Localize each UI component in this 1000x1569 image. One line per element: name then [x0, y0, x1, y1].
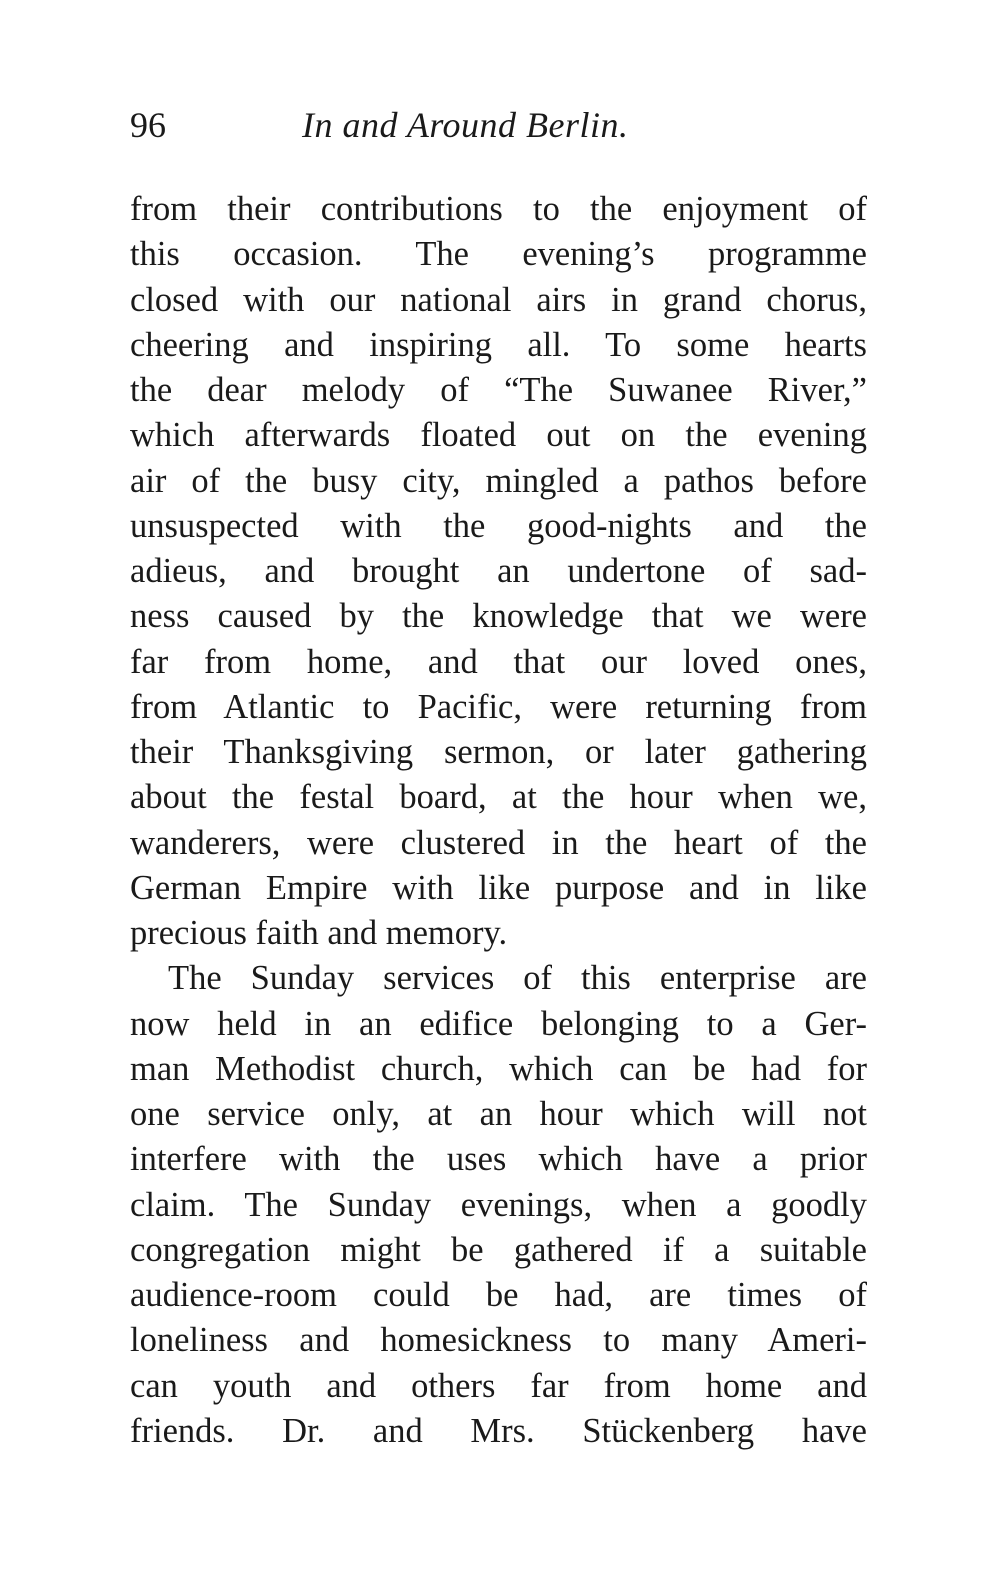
text-line: man Methodist church, which can be had for — [130, 1049, 867, 1088]
running-head — [130, 100, 870, 150]
text-line: congregation might be gathered if a suitable — [130, 1230, 867, 1269]
text-line: precious faith and memory. — [130, 914, 508, 952]
paragraph — [130, 187, 867, 956]
text-line: claim. The Sunday evenings, when a goodly — [130, 1185, 867, 1224]
text-line: from Atlantic to Pacific, were returning from — [130, 687, 867, 726]
text-line: adieus, and brought an undertone of sad- — [130, 552, 867, 590]
text-line: far from home, and that our loved ones, — [130, 642, 867, 681]
text-line: closed with our national airs in grand chorus, — [130, 280, 867, 319]
paragraph — [130, 956, 867, 1454]
text-line: this occasion. The evening’s programme — [130, 235, 867, 274]
text-line: ness caused by the knowledge that we were — [130, 597, 867, 636]
text-line: one service only, at an hour which will not — [130, 1095, 867, 1133]
running-title: In and Around Berlin. — [302, 105, 629, 145]
text-line: their Thanksgiving sermon, or later gathering — [130, 733, 867, 771]
body-text — [130, 187, 867, 1454]
text-line: loneliness and homesickness to many Ameri- — [130, 1321, 867, 1360]
text-line: wanderers, were clustered in the heart of the — [130, 823, 867, 862]
text-line: friends. Dr. and Mrs. Stückenberg have — [130, 1411, 867, 1450]
text-line: from their contributions to the enjoyment of — [130, 190, 867, 228]
page-number: 96 — [130, 105, 166, 145]
text-line: can youth and others far from home and — [130, 1366, 867, 1405]
text-line: which afterwards floated out on the evening — [130, 416, 867, 455]
text-line: the dear melody of “The Suwanee River,” — [130, 371, 867, 409]
text-line: interfere with the uses which have a prior — [130, 1140, 867, 1179]
text-line: now held in an edifice belonging to a Ger- — [130, 1004, 867, 1043]
text-line: German Empire with like purpose and in like — [130, 868, 867, 907]
text-line: cheering and inspiring all. To some hearts — [130, 325, 867, 364]
text-line: air of the busy city, mingled a pathos before — [130, 461, 867, 500]
text-line: unsuspected with the good-nights and the — [130, 506, 867, 545]
text-line: about the festal board, at the hour when we, — [130, 778, 867, 817]
text-line: audience-room could be had, are times of — [130, 1276, 867, 1314]
text-line: The Sunday services of this enterprise are — [168, 959, 867, 998]
